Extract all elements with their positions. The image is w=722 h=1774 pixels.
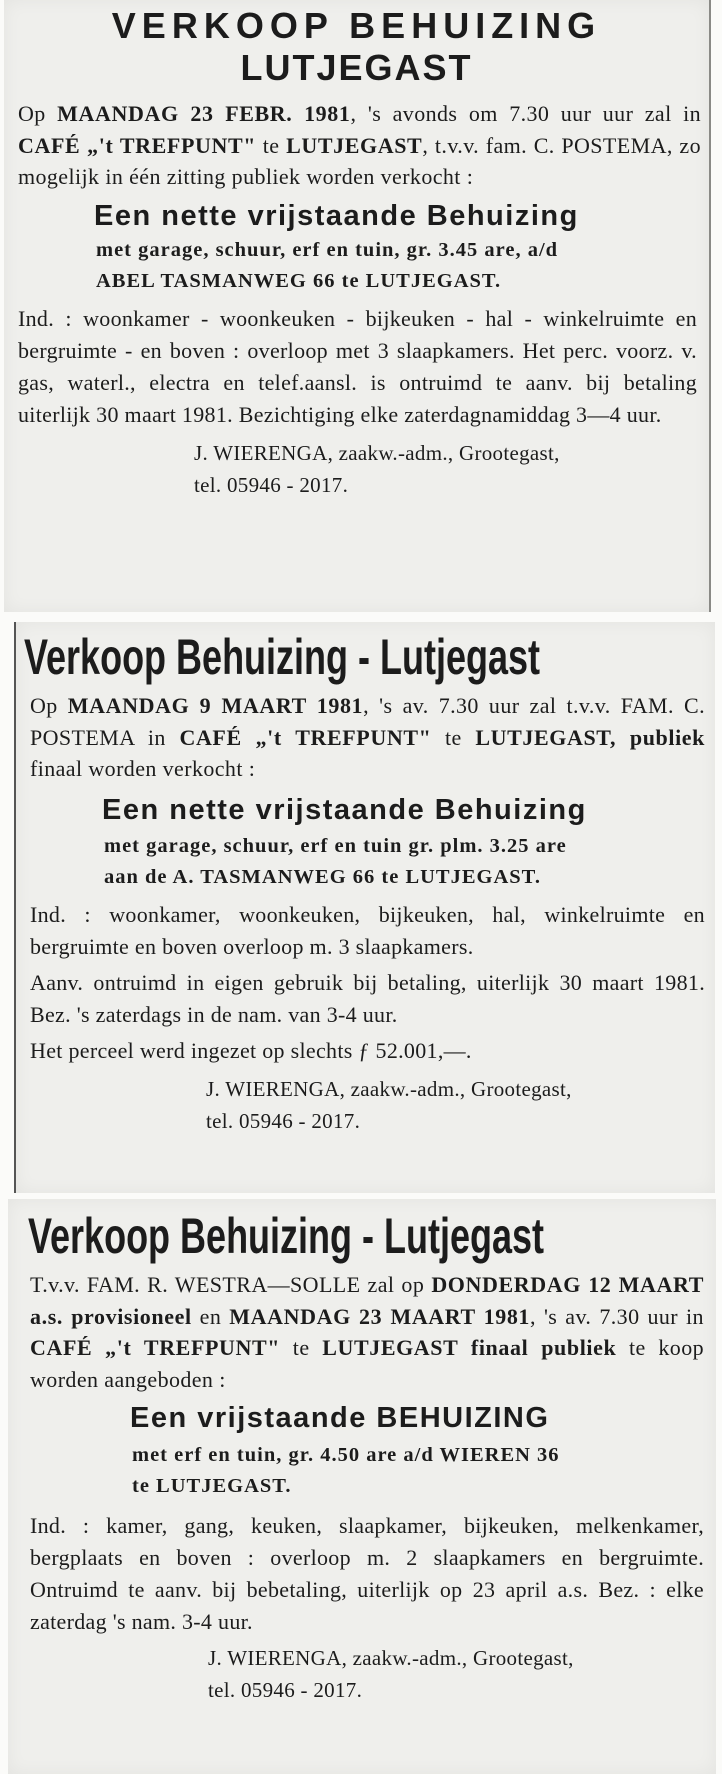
ad2-subheading [104, 831, 715, 893]
intro-text-run: Op [30, 693, 68, 718]
intro-text-run: DONDERDAG 12 MAART a.s. provisioneel [30, 1272, 705, 1329]
ad3-sub-line2: te LUTJEGAST. [132, 1474, 292, 1497]
intro-text-run: MAANDAG 9 MAART 1981 [67, 693, 364, 718]
intro-text-run: LUTJEGAST finaal publiek [322, 1335, 617, 1360]
ad1-signature [194, 437, 709, 501]
intro-text-run: finaal worden verkocht : [30, 756, 256, 781]
intro-text-run: , 's avonds om 7.30 uur uur zal in [350, 101, 701, 126]
intro-text-run: , t.v.v. fam. C. POSTEMA, zo mogelijk in één zitting publiek worden verkocht : [18, 132, 701, 189]
intro-text-run: te [256, 132, 287, 158]
ad2-signature [206, 1073, 715, 1137]
ad1-sub-line1: met garage, schuur, erf en tuin, gr. 3.45 are, a/d [96, 239, 559, 262]
ad2-starting-price: Het perceel werd ingezet op slechts ƒ 52.001,—. [30, 1038, 472, 1064]
ad3-subheading [132, 1440, 716, 1502]
advertisement-3 [8, 1199, 716, 1774]
ad2-sub-line1: met garage, schuur, erf en tuin gr. plm. 3.25 are [104, 835, 567, 858]
ad2-signature-line1: J. WIERENGA, zaakw.-adm., Grootegast, [206, 1077, 572, 1102]
ad2-title: Verkoop Behuizing - Lutjegast [24, 629, 541, 685]
ad2-intro [30, 690, 705, 785]
advertisement-2 [14, 622, 715, 1193]
intro-text-run: MAANDAG 23 FEBR. 1981 [57, 101, 351, 126]
intro-text-run: en [191, 1303, 230, 1329]
ad1-subheading [96, 235, 709, 297]
ad1-feature-heading: Een nette vrijstaande Behuizing [94, 199, 579, 232]
intro-text-run: , 's av. 7.30 uur zal t.v.v. FAM. C. POSTEMA in [30, 693, 705, 750]
intro-text-run: te [431, 724, 476, 750]
ad1-signature-line1: J. WIERENGA, zaakw.-adm., Grootegast, [194, 441, 560, 466]
ad2-signature-line2: tel. 05946 - 2017. [206, 1109, 361, 1134]
ad3-signature [208, 1642, 716, 1706]
intro-text-run: CAFÉ „'t TREFPUNT" [179, 724, 432, 750]
ad3-signature-line2: tel. 05946 - 2017. [208, 1677, 363, 1702]
ad1-description: Ind. : woonkamer - woonkeuken - bijkeuken - hal - winkelruimte en bergruimte - en boven : overloop met 3 slaapkamers. Het perc. voorz. v. gas, waterl., electra en telef.aansl. is ontruimd te aanv. bij betaling uiterlijk 30 maart 1981. Bezichtiging elke zaterdagnamiddag 3—4 uur. [18, 306, 697, 428]
ad3-feature-heading: Een vrijstaande BEHUIZING [130, 1402, 550, 1434]
ad2-sub-line2: aan de A. TASMANWEG 66 te LUTJEGAST. [104, 866, 541, 889]
intro-text-run: te koop worden aangeboden : [30, 1335, 704, 1392]
ad1-intro [18, 98, 701, 193]
ad1-title-line1: VERKOOP BEHUIZING [111, 5, 602, 46]
ad2-delivery: Aanv. ontruimd in eigen gebruik bij betaling, uiterlijk 30 maart 1981. Bez. 's zaterdags in de nam. van 3-4 uur. [30, 970, 705, 1028]
ad1-title-line2: LUTJEGAST [240, 47, 473, 88]
intro-text-run: CAFÉ „'t TREFPUNT" [30, 1335, 281, 1360]
intro-text-run: T.v.v. FAM. R. WESTRA—SOLLE zal op [30, 1272, 432, 1297]
intro-text-run: LUTJEGAST [286, 132, 423, 158]
ad1-signature-line2: tel. 05946 - 2017. [194, 473, 349, 498]
intro-text-run: te [280, 1335, 323, 1360]
intro-text-run: CAFÉ „'t TREFPUNT" [18, 132, 257, 158]
ad3-signature-line1: J. WIERENGA, zaakw.-adm., Grootegast, [208, 1645, 574, 1670]
intro-text-run: Op [18, 101, 58, 126]
intro-text-run: MAANDAG 23 MAART 1981 [229, 1303, 531, 1329]
ad3-description: Ind. : kamer, gang, keuken, slaapkamer, bijkeuken, melkenkamer, bergplaats en boven : overloop m. 2 slaapkamers en bergruimte. Ontruimd te aanv. bij bebetaling, uiterlijk op 23 april a.s. Bez. : elke zaterdag 's nam. 3-4 uur. [30, 1512, 704, 1634]
ad1-sub-line2: ABEL TASMANWEG 66 te LUTJEGAST. [96, 270, 502, 293]
intro-text-run: , 's av. 7.30 uur in [530, 1303, 704, 1329]
advertisement-1 [4, 0, 711, 612]
ad3-sub-line1: met erf en tuin, gr. 4.50 are a/d WIEREN 36 [132, 1443, 560, 1466]
intro-text-run: LUTJEGAST, publiek [475, 724, 706, 750]
ad2-description: Ind. : woonkamer, woonkeuken, bijkeuken, hal, winkelruimte en bergruimte en boven overloop m. 3 slaapkamers. [30, 902, 705, 960]
ad3-title: Verkoop Behuizing - Lutjegast [28, 1208, 545, 1264]
ad3-intro [30, 1269, 704, 1395]
ad2-feature-heading: Een nette vrijstaande Behuizing [102, 793, 587, 826]
